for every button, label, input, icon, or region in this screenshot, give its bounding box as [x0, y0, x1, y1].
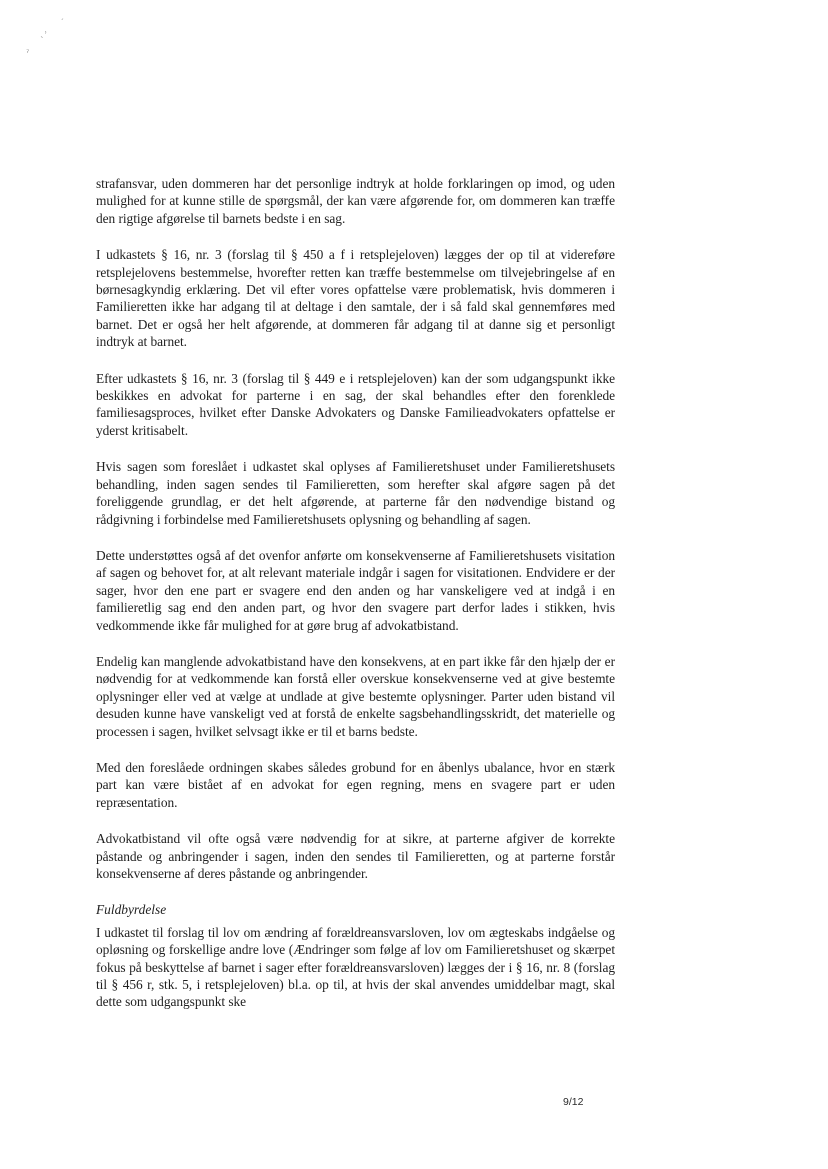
body-paragraph: Efter udkastets § 16, nr. 3 (forslag til § 449 e i retsplejeloven) kan der som udgangspunkt ikke beskikkes en advokat for parterne i en sag, der skal behandles efter den forenklede familiesagsproces, hvilket efter Danske Advokaters og Danske Familieadvokaters opfattelse er yderst kritisabelt.	[96, 370, 615, 438]
body-paragraph: Advokatbistand vil ofte også være nødvendig for at sikre, at parterne afgiver de korrekte påstande og anbringender i sagen, inden den sendes til Familieretten, og at parterne forstår konsekvenserne af deres påstande og anbringender.	[96, 831, 615, 881]
scan-speck: ˏ	[60, 11, 64, 20]
body-paragraph: strafansvar, uden dommeren har det personlige indtryk at holde forklaringen op imod, og uden mulighed for at kunne stille de spørgsmål, der kan være afgørende for, om dommeren kan træffe den rigtige afgørelse til barnets bedste i en sag.	[96, 176, 615, 226]
section-heading: Fuldbyrdelse	[96, 902, 167, 918]
body-paragraph: Endelig kan manglende advokatbistand have den konsekvens, at en part ikke får den hjælp der er nødvendig for at vedkommende kan forstå eller overskue konsekvenserne ved at give bestemte oplysninger eller ved at vælge at undlade at give bestemte oplysninger. Parter uden bistand vil desuden kunne have vanskeligt ved at forstå de enkelte sagsbehandlingsskridt, det materielle og processen i sagen, hvilket selvsagt ikke er til et barns bedste.	[96, 653, 615, 739]
document-body	[96, 175, 615, 1013]
scan-speck: ˎ˒	[40, 29, 48, 39]
scan-speck: ˀ	[26, 49, 30, 59]
body-paragraph: Dette understøttes også af det ovenfor anførte om konsekvenserne af Familieretshusets visitation af sagen og behovet for, at alt relevant materiale indgår i sagen for visitationen. Endvidere er der sager, hvor den ene part er svagere end den anden og har vanskeligere ved at indgå i en familieretlig sag end den anden part, og hvor den svagere part derfor lades i stikken, hvis vedkommende ikke får mulighed for at gøre brug af advokatbistand.	[96, 547, 615, 633]
page-number: 9/12	[563, 1096, 584, 1108]
body-paragraph: I udkastets § 16, nr. 3 (forslag til § 450 a f i retsplejeloven) lægges der op til at videreføre retsplejelovens bestemmelse, hvorefter retten kan træffe bestemmelse om tilvejebringelse af en børnesagkyndig erklæring. Det vil efter vores opfattelse være problematisk, hvis dommeren i Familieretten ikke har adgang til at deltage i den samtale, der i så fald skal gennemføres med barnet. Det er også her helt afgørende, at dommeren får adgang til at danne sig et personligt indtryk at barnet.	[96, 247, 615, 350]
body-paragraph: Med den foreslåede ordningen skabes således grobund for en åbenlys ubalance, hvor en stærk part kan være bistået af en advokat for egen regning, mens en svagere part er uden repræsentation.	[96, 759, 615, 810]
body-paragraph: Hvis sagen som foreslået i udkastet skal oplyses af Familieretshuset under Familieretshusets behandling, inden sagen sendes til Familieretten, som herefter skal afgøre sagen på det foreliggende grundlag, er det helt afgørende, at parterne får den nødvendige bistand og rådgivning i forbindelse med Familieretshusets oplysning og behandling af sagen.	[96, 459, 615, 527]
section-paragraph: I udkastet til forslag til lov om ændring af forældreansvarsloven, lov om ægteskabs indgåelse og opløsning og forskellige andre love (Ændringer som følge af lov om Familieretshuset og skærpet fokus på beskyttelse af barnet i sager efter forældreansvarsloven) lægges der i § 16, nr. 8 (forslag til § 456 r, stk. 5, i retsplejeloven) bl.a. op til, at hvis der skal anvendes umiddelbar magt, skal dette som udgangspunkt ske	[96, 924, 615, 1010]
